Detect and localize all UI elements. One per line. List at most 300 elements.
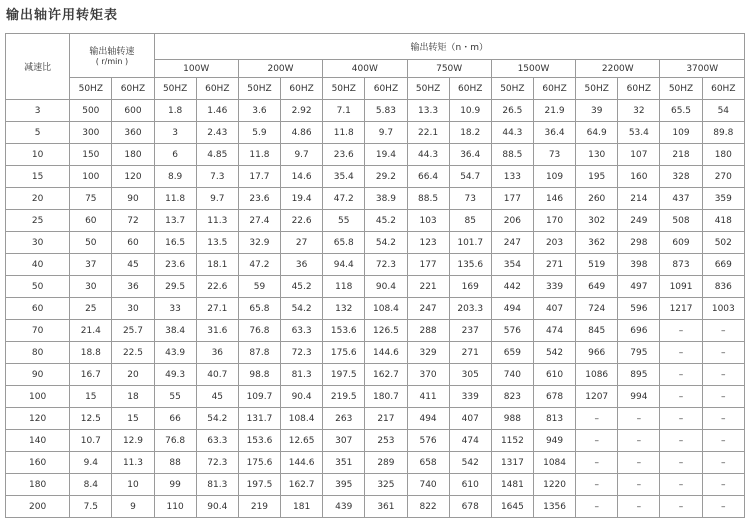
torque-cell: 219.5 [323, 386, 365, 408]
torque-cell: 221 [407, 276, 449, 298]
torque-cell: 109 [533, 166, 575, 188]
page-title: 输出轴许用转矩表 [6, 8, 119, 23]
torque-cell: – [702, 452, 744, 474]
table-body [6, 100, 745, 518]
torque-cell: 177 [491, 188, 533, 210]
torque-cell: 1.46 [196, 100, 238, 122]
torque-cell: 339 [449, 386, 491, 408]
torque-cell: 16.5 [154, 232, 196, 254]
torque-cell: 19.4 [365, 144, 407, 166]
ratio-cell: 15 [6, 166, 70, 188]
torque-cell: 649 [576, 276, 618, 298]
torque-cell: 542 [449, 452, 491, 474]
torque-cell: 107 [618, 144, 660, 166]
table-row [6, 452, 745, 474]
torque-cell: 90.4 [196, 496, 238, 518]
torque-cell: 53.4 [618, 122, 660, 144]
torque-cell: – [660, 496, 702, 518]
torque-cell: 88 [154, 452, 196, 474]
ratio-cell: 140 [6, 430, 70, 452]
table-row [6, 276, 745, 298]
torque-cell: 474 [533, 320, 575, 342]
speed-cell: 20 [112, 364, 154, 386]
torque-cell: 81.3 [281, 364, 323, 386]
torque-cell: 658 [407, 452, 449, 474]
speed-header [70, 34, 154, 78]
table-row [6, 408, 745, 430]
torque-cell: 845 [576, 320, 618, 342]
torque-cell: 1481 [491, 474, 533, 496]
torque-cell: 823 [491, 386, 533, 408]
speed-header-label: 输出轴转速 [89, 47, 135, 57]
torque-cell: – [618, 474, 660, 496]
ratio-cell: 160 [6, 452, 70, 474]
speed-unit-label: ( r/min ) [95, 57, 129, 66]
torque-cell: 47.2 [323, 188, 365, 210]
torque-cell: 64.9 [576, 122, 618, 144]
torque-cell: 40.7 [196, 364, 238, 386]
torque-cell: 203.3 [449, 298, 491, 320]
torque-cell: 63.3 [281, 320, 323, 342]
torque-cell: 4.85 [196, 144, 238, 166]
torque-cell: 1207 [576, 386, 618, 408]
torque-cell: 3.6 [238, 100, 280, 122]
torque-cell: 206 [491, 210, 533, 232]
torque-cell: 144.6 [365, 342, 407, 364]
ratio-cell: 3 [6, 100, 70, 122]
torque-cell: 81.3 [196, 474, 238, 496]
torque-cell: 146 [533, 188, 575, 210]
table-row [6, 430, 745, 452]
power-header: 200W [238, 60, 322, 78]
speed-cell: 25 [70, 298, 112, 320]
frequency-header: 50HZ [70, 78, 112, 100]
speed-cell: 120 [112, 166, 154, 188]
torque-cell: 66.4 [407, 166, 449, 188]
frequency-header: 60HZ [449, 78, 491, 100]
speed-cell: 45 [112, 254, 154, 276]
frequency-header: 50HZ [576, 78, 618, 100]
torque-cell: 7.1 [323, 100, 365, 122]
torque-cell: 502 [702, 232, 744, 254]
speed-cell: 30 [70, 276, 112, 298]
table-row [6, 210, 745, 232]
torque-cell: 36 [196, 342, 238, 364]
torque-cell: 247 [491, 232, 533, 254]
frequency-header-row [6, 78, 745, 100]
torque-cell: 576 [491, 320, 533, 342]
ratio-cell: 70 [6, 320, 70, 342]
torque-cell: 123 [407, 232, 449, 254]
torque-cell: 696 [618, 320, 660, 342]
torque-cell: 180 [702, 144, 744, 166]
torque-cell: 596 [618, 298, 660, 320]
torque-cell: 22.6 [281, 210, 323, 232]
torque-cell: 195 [576, 166, 618, 188]
speed-cell: 500 [70, 100, 112, 122]
speed-cell: 150 [70, 144, 112, 166]
torque-cell: 302 [576, 210, 618, 232]
torque-cell: 88.5 [491, 144, 533, 166]
torque-cell: 678 [449, 496, 491, 518]
ratio-cell: 20 [6, 188, 70, 210]
speed-cell: 8.4 [70, 474, 112, 496]
table-row [6, 188, 745, 210]
torque-cell: 11.8 [154, 188, 196, 210]
torque-cell: 197.5 [238, 474, 280, 496]
speed-cell: 12.9 [112, 430, 154, 452]
torque-cell: 27.1 [196, 298, 238, 320]
speed-cell: 12.5 [70, 408, 112, 430]
torque-cell: 18.2 [449, 122, 491, 144]
torque-cell: 94.4 [323, 254, 365, 276]
torque-cell: 21.9 [533, 100, 575, 122]
torque-cell: 411 [407, 386, 449, 408]
torque-cell: 795 [618, 342, 660, 364]
ratio-cell: 30 [6, 232, 70, 254]
torque-cell: 32.9 [238, 232, 280, 254]
torque-cell: 9.7 [365, 122, 407, 144]
torque-cell: 13.7 [154, 210, 196, 232]
torque-cell: 11.3 [196, 210, 238, 232]
table-row [6, 342, 745, 364]
speed-cell: 10 [112, 474, 154, 496]
table-row [6, 320, 745, 342]
power-header: 400W [323, 60, 407, 78]
speed-cell: 16.7 [70, 364, 112, 386]
torque-cell: 162.7 [281, 474, 323, 496]
torque-cell: 740 [491, 364, 533, 386]
frequency-header: 60HZ [281, 78, 323, 100]
torque-cell: 237 [449, 320, 491, 342]
torque-cell: 508 [660, 210, 702, 232]
torque-cell: 32 [618, 100, 660, 122]
torque-cell: 38.4 [154, 320, 196, 342]
torque-cell: 398 [618, 254, 660, 276]
torque-cell: 88.5 [407, 188, 449, 210]
torque-cell: 289 [365, 452, 407, 474]
torque-cell: 263 [323, 408, 365, 430]
torque-cell: 55 [323, 210, 365, 232]
ratio-cell: 40 [6, 254, 70, 276]
ratio-cell: 180 [6, 474, 70, 496]
torque-cell: – [660, 408, 702, 430]
torque-cell: 65.5 [660, 100, 702, 122]
torque-cell: 214 [618, 188, 660, 210]
torque-cell: 407 [449, 408, 491, 430]
torque-cell: 54.2 [365, 232, 407, 254]
torque-cell: 359 [702, 188, 744, 210]
torque-cell: 47.2 [238, 254, 280, 276]
torque-cell: – [660, 342, 702, 364]
speed-cell: 100 [70, 166, 112, 188]
speed-cell: 22.5 [112, 342, 154, 364]
torque-cell: 99 [154, 474, 196, 496]
speed-cell: 180 [112, 144, 154, 166]
torque-cell: 38.9 [365, 188, 407, 210]
torque-cell: – [660, 364, 702, 386]
torque-cell: 54.2 [196, 408, 238, 430]
torque-cell: 12.65 [281, 430, 323, 452]
torque-cell: 949 [533, 430, 575, 452]
torque-cell: 109.7 [238, 386, 280, 408]
torque-cell: 108.4 [281, 408, 323, 430]
speed-cell: 36 [112, 276, 154, 298]
torque-cell: 11.8 [238, 144, 280, 166]
torque-cell: 85 [449, 210, 491, 232]
torque-cell: 169 [449, 276, 491, 298]
torque-cell: 3 [154, 122, 196, 144]
torque-cell: 131.7 [238, 408, 280, 430]
torque-cell: 610 [533, 364, 575, 386]
ratio-cell: 25 [6, 210, 70, 232]
torque-cell: 54.7 [449, 166, 491, 188]
torque-cell: 135.6 [449, 254, 491, 276]
torque-cell: 247 [407, 298, 449, 320]
torque-cell: 44.3 [491, 122, 533, 144]
torque-cell: 7.3 [196, 166, 238, 188]
torque-cell: 609 [660, 232, 702, 254]
frequency-header: 50HZ [323, 78, 365, 100]
torque-cell: 144.6 [281, 452, 323, 474]
torque-cell: 339 [533, 276, 575, 298]
torque-cell: – [660, 430, 702, 452]
torque-cell: 45.2 [365, 210, 407, 232]
torque-cell: 160 [618, 166, 660, 188]
torque-cell: 6 [154, 144, 196, 166]
torque-cell: 1086 [576, 364, 618, 386]
torque-cell: 170 [533, 210, 575, 232]
torque-cell: 181 [281, 496, 323, 518]
torque-cell: 1220 [533, 474, 575, 496]
torque-cell: 49.3 [154, 364, 196, 386]
speed-cell: 18 [112, 386, 154, 408]
torque-cell: 101.7 [449, 232, 491, 254]
torque-cell: 494 [491, 298, 533, 320]
torque-cell: 407 [533, 298, 575, 320]
torque-cell: 55 [154, 386, 196, 408]
speed-cell: 90 [112, 188, 154, 210]
torque-cell: – [576, 474, 618, 496]
torque-cell: 76.8 [238, 320, 280, 342]
speed-cell: 10.7 [70, 430, 112, 452]
ratio-cell: 60 [6, 298, 70, 320]
torque-cell: 18.1 [196, 254, 238, 276]
torque-cell: – [702, 474, 744, 496]
torque-cell: 328 [660, 166, 702, 188]
torque-cell: 126.5 [365, 320, 407, 342]
torque-cell: 72.3 [281, 342, 323, 364]
frequency-header: 60HZ [533, 78, 575, 100]
torque-cell: – [618, 496, 660, 518]
speed-cell: 30 [112, 298, 154, 320]
torque-cell: 576 [407, 430, 449, 452]
speed-cell: 11.3 [112, 452, 154, 474]
torque-cell: 10.9 [449, 100, 491, 122]
torque-table [5, 33, 745, 518]
torque-cell: 542 [533, 342, 575, 364]
speed-cell: 9.4 [70, 452, 112, 474]
ratio-cell: 200 [6, 496, 70, 518]
speed-cell: 60 [112, 232, 154, 254]
torque-cell: 822 [407, 496, 449, 518]
torque-cell: 73 [449, 188, 491, 210]
torque-cell: 109 [660, 122, 702, 144]
frequency-header: 60HZ [112, 78, 154, 100]
torque-cell: 54 [702, 100, 744, 122]
torque-cell: 65.8 [238, 298, 280, 320]
torque-cell: 994 [618, 386, 660, 408]
table-row [6, 166, 745, 188]
torque-cell: 217 [365, 408, 407, 430]
torque-cell: 26.5 [491, 100, 533, 122]
torque-cell: 175.6 [238, 452, 280, 474]
torque-cell: 873 [660, 254, 702, 276]
table-row [6, 144, 745, 166]
speed-cell: 50 [70, 232, 112, 254]
torque-cell: 29.5 [154, 276, 196, 298]
table-row [6, 386, 745, 408]
torque-cell: 9.7 [196, 188, 238, 210]
torque-cell: – [660, 474, 702, 496]
speed-cell: 300 [70, 122, 112, 144]
torque-cell: 35.4 [323, 166, 365, 188]
speed-cell: 7.5 [70, 496, 112, 518]
torque-cell: 497 [618, 276, 660, 298]
torque-cell: 249 [618, 210, 660, 232]
torque-cell: 439 [323, 496, 365, 518]
torque-cell: 87.8 [238, 342, 280, 364]
ratio-cell: 120 [6, 408, 70, 430]
speed-cell: 360 [112, 122, 154, 144]
ratio-cell: 80 [6, 342, 70, 364]
torque-cell: 33 [154, 298, 196, 320]
frequency-header: 60HZ [618, 78, 660, 100]
torque-cell: 2.92 [281, 100, 323, 122]
torque-cell: 442 [491, 276, 533, 298]
torque-cell: 197.5 [323, 364, 365, 386]
power-header: 3700W [660, 60, 745, 78]
ratio-cell: 100 [6, 386, 70, 408]
frequency-header: 50HZ [154, 78, 196, 100]
speed-cell: 25.7 [112, 320, 154, 342]
torque-cell: 740 [407, 474, 449, 496]
torque-cell: 76.8 [154, 430, 196, 452]
torque-cell: 5.83 [365, 100, 407, 122]
torque-cell: 23.6 [238, 188, 280, 210]
torque-cell: 14.6 [281, 166, 323, 188]
table-row [6, 254, 745, 276]
torque-cell: 118 [323, 276, 365, 298]
torque-cell: 9.7 [281, 144, 323, 166]
torque-cell: 108.4 [365, 298, 407, 320]
speed-cell: 600 [112, 100, 154, 122]
torque-cell: 1003 [702, 298, 744, 320]
torque-cell: 90.4 [365, 276, 407, 298]
table-row [6, 100, 745, 122]
power-header: 2200W [576, 60, 660, 78]
torque-cell: 1317 [491, 452, 533, 474]
torque-cell: 132 [323, 298, 365, 320]
torque-cell: 39 [576, 100, 618, 122]
torque-cell: 307 [323, 430, 365, 452]
torque-cell: 73 [533, 144, 575, 166]
torque-cell: – [660, 386, 702, 408]
speed-cell: 15 [112, 408, 154, 430]
torque-cell: 895 [618, 364, 660, 386]
torque-cell: 22.6 [196, 276, 238, 298]
frequency-header: 60HZ [702, 78, 744, 100]
torque-cell: 1091 [660, 276, 702, 298]
torque-cell: 63.3 [196, 430, 238, 452]
torque-cell: 305 [449, 364, 491, 386]
torque-cell: 153.6 [238, 430, 280, 452]
torque-cell: 2.43 [196, 122, 238, 144]
torque-cell: 177 [407, 254, 449, 276]
torque-cell: – [702, 496, 744, 518]
speed-cell: 72 [112, 210, 154, 232]
speed-cell: 15 [70, 386, 112, 408]
torque-cell: 298 [618, 232, 660, 254]
torque-cell: 988 [491, 408, 533, 430]
torque-cell: 36.4 [533, 122, 575, 144]
torque-cell: 260 [576, 188, 618, 210]
table-row [6, 474, 745, 496]
torque-cell: 474 [449, 430, 491, 452]
torque-cell: 724 [576, 298, 618, 320]
torque-cell: 27 [281, 232, 323, 254]
torque-cell: – [618, 408, 660, 430]
torque-cell: – [702, 342, 744, 364]
torque-cell: 271 [533, 254, 575, 276]
torque-cell: 153.6 [323, 320, 365, 342]
torque-cell: – [660, 320, 702, 342]
torque-cell: 29.2 [365, 166, 407, 188]
torque-cell: 89.8 [702, 122, 744, 144]
torque-cell: 90.4 [281, 386, 323, 408]
torque-cell: 110 [154, 496, 196, 518]
torque-cell: 659 [491, 342, 533, 364]
torque-cell: 270 [702, 166, 744, 188]
torque-cell: 5.9 [238, 122, 280, 144]
ratio-cell: 5 [6, 122, 70, 144]
torque-cell: 219 [238, 496, 280, 518]
torque-cell: 130 [576, 144, 618, 166]
torque-cell: 162.7 [365, 364, 407, 386]
torque-cell: 36.4 [449, 144, 491, 166]
torque-cell: 54.2 [281, 298, 323, 320]
torque-cell: 288 [407, 320, 449, 342]
torque-cell: 610 [449, 474, 491, 496]
frequency-header: 50HZ [660, 78, 702, 100]
torque-cell: 354 [491, 254, 533, 276]
torque-cell: 218 [660, 144, 702, 166]
frequency-header: 50HZ [238, 78, 280, 100]
torque-cell: – [702, 386, 744, 408]
torque-cell: 45.2 [281, 276, 323, 298]
speed-cell: 37 [70, 254, 112, 276]
torque-cell: 1084 [533, 452, 575, 474]
torque-cell: 19.4 [281, 188, 323, 210]
torque-cell: – [618, 430, 660, 452]
torque-cell: – [576, 430, 618, 452]
torque-cell: 271 [449, 342, 491, 364]
torque-cell: 22.1 [407, 122, 449, 144]
torque-cell: 678 [533, 386, 575, 408]
torque-cell: 44.3 [407, 144, 449, 166]
torque-cell: 175.6 [323, 342, 365, 364]
torque-cell: 45 [196, 386, 238, 408]
